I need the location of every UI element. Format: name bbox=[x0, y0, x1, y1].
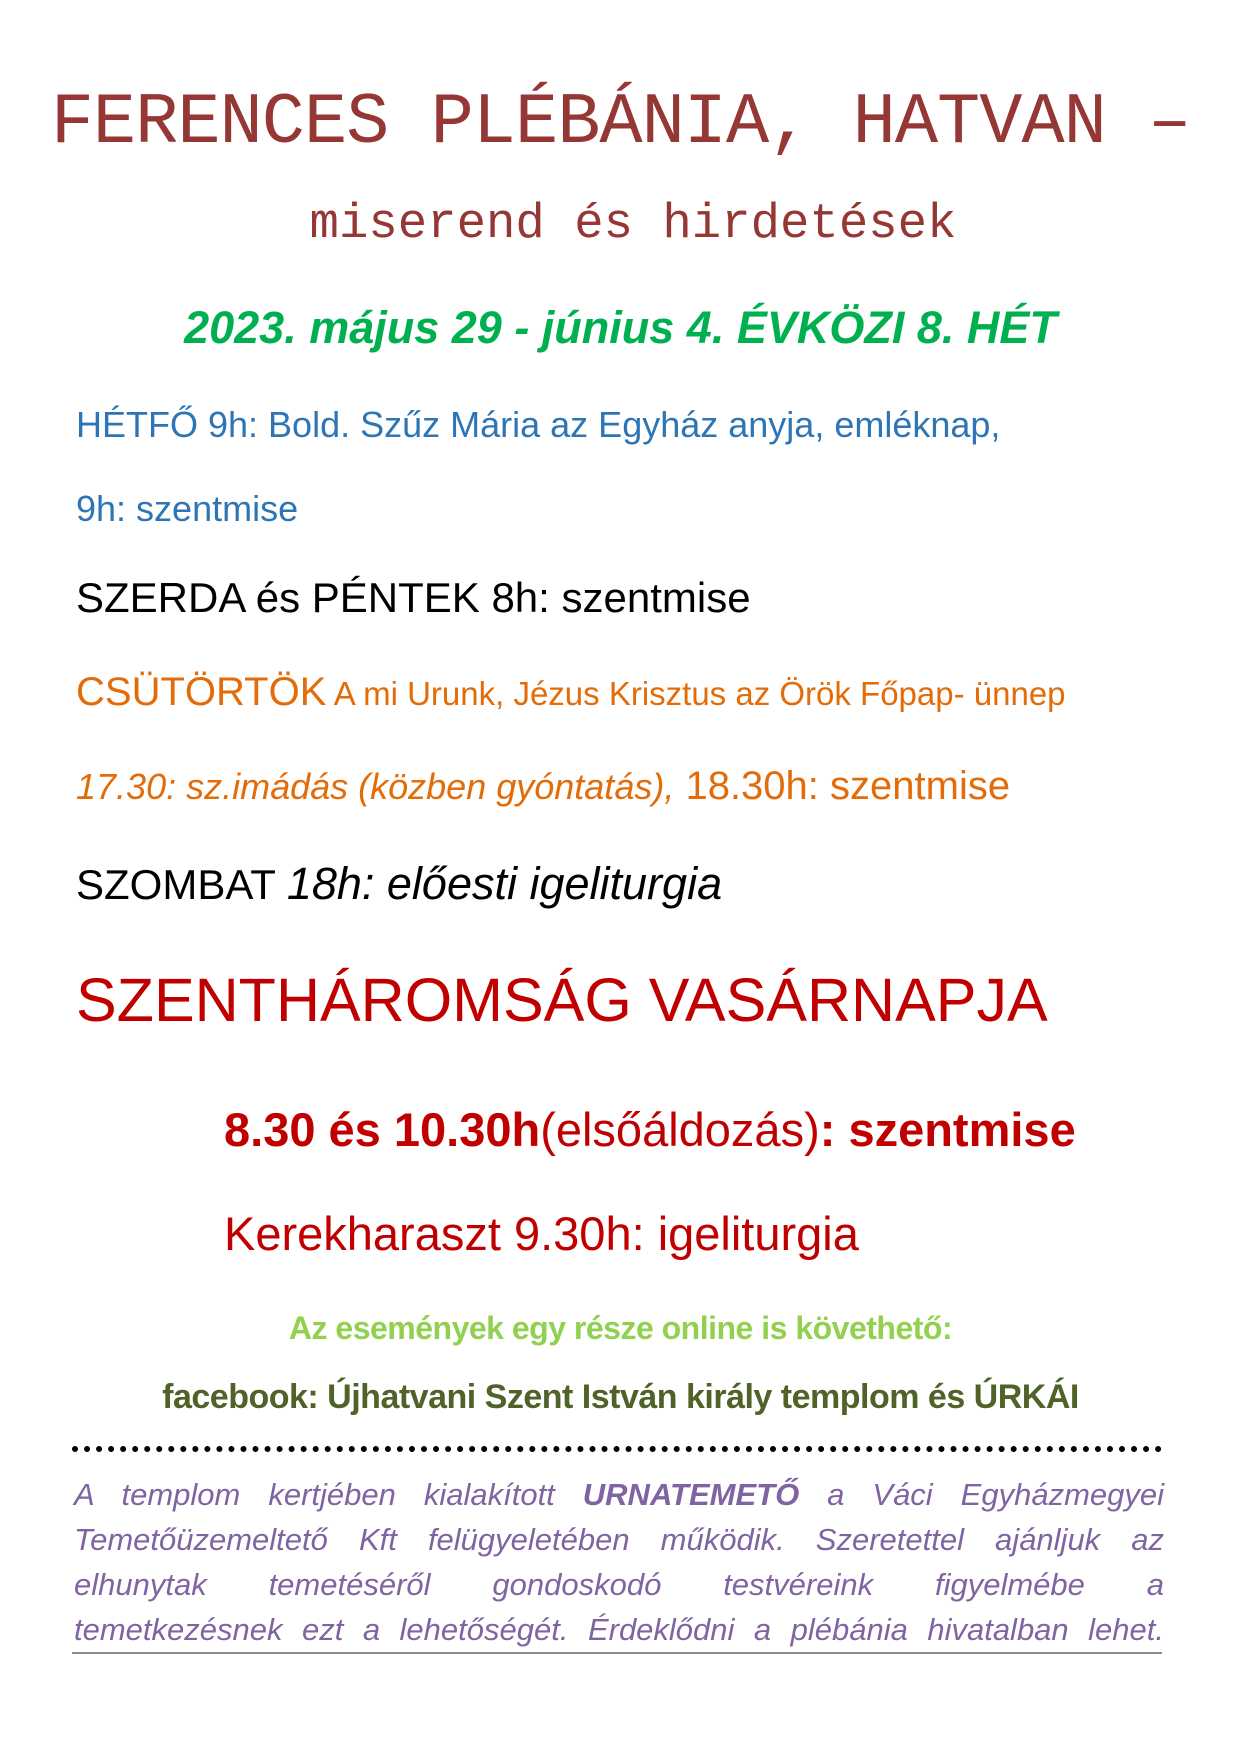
bottom-rule bbox=[72, 1652, 1162, 1654]
monday-line-2: 9h: szentmise bbox=[76, 488, 299, 529]
urn-cemetery-notice bbox=[74, 1472, 1164, 1652]
facebook-line: facebook: Újhatvani Szent István király templom és ÚRKÁI bbox=[162, 1378, 1079, 1416]
thursday-day: CSÜTÖRTÖK bbox=[76, 670, 327, 714]
notice-line-1 bbox=[74, 1472, 1164, 1517]
thursday-mass: 18.30h: szentmise bbox=[674, 764, 1011, 808]
saturday-event: 18h: előesti igeliturgia bbox=[286, 858, 723, 909]
notice-line-2: Temetőüzemeltető Kft felügyeletében működik. Szeretettel ajánljuk az bbox=[74, 1522, 1164, 1557]
thursday-line-2 bbox=[76, 764, 1010, 809]
thursday-line-1 bbox=[76, 670, 1066, 715]
sunday-mass-line bbox=[224, 1102, 1076, 1157]
notice-line-3: elhunytak temetéséről gondoskodó testvéreink figyelmébe a bbox=[74, 1567, 1164, 1602]
thursday-feast: A mi Urunk, Jézus Krisztus az Örök Főpap- ünnep bbox=[326, 675, 1066, 712]
sunday-times: 8.30 és 10.30h bbox=[224, 1103, 541, 1156]
notice-highlight: URNATEMETŐ bbox=[582, 1477, 800, 1512]
wed-fri-line: SZERDA és PÉNTEK 8h: szentmise bbox=[76, 574, 751, 621]
online-intro: Az események egy része online is követhető: bbox=[288, 1310, 953, 1346]
dotted-divider bbox=[72, 1446, 1162, 1452]
thursday-adoration: 17.30: sz.imádás (közben gyóntatás), bbox=[76, 766, 675, 807]
page-title: FERENCES PLÉBÁNIA, HATVAN – bbox=[50, 82, 1191, 164]
notice-text-c: a Váci Egyházmegyei bbox=[799, 1477, 1165, 1512]
saturday-day: SZOMBAT bbox=[76, 861, 287, 908]
page-subtitle: miserend és hirdetések bbox=[309, 196, 957, 252]
notice-text-a: A templom kertjében kialakított bbox=[74, 1477, 583, 1512]
sunday-mass: : szentmise bbox=[819, 1103, 1076, 1156]
saturday-line bbox=[76, 858, 722, 910]
week-heading: 2023. május 29 - június 4. ÉVKÖZI 8. HÉT bbox=[184, 302, 1057, 353]
sunday-note: (elsőáldozás) bbox=[540, 1103, 820, 1156]
notice-line-4: temetkezésnek ezt a lehetőségét. Érdeklődni a plébánia hivatalban lehet. bbox=[74, 1612, 1164, 1647]
sunday-title: SZENTHÁROMSÁG VASÁRNAPJA bbox=[76, 966, 1048, 1034]
monday-line-1: HÉTFŐ 9h: Bold. Szűz Mária az Egyház anyja, emléknap, bbox=[76, 404, 1001, 445]
kerekharaszt-line: Kerekharaszt 9.30h: igeliturgia bbox=[224, 1207, 859, 1260]
